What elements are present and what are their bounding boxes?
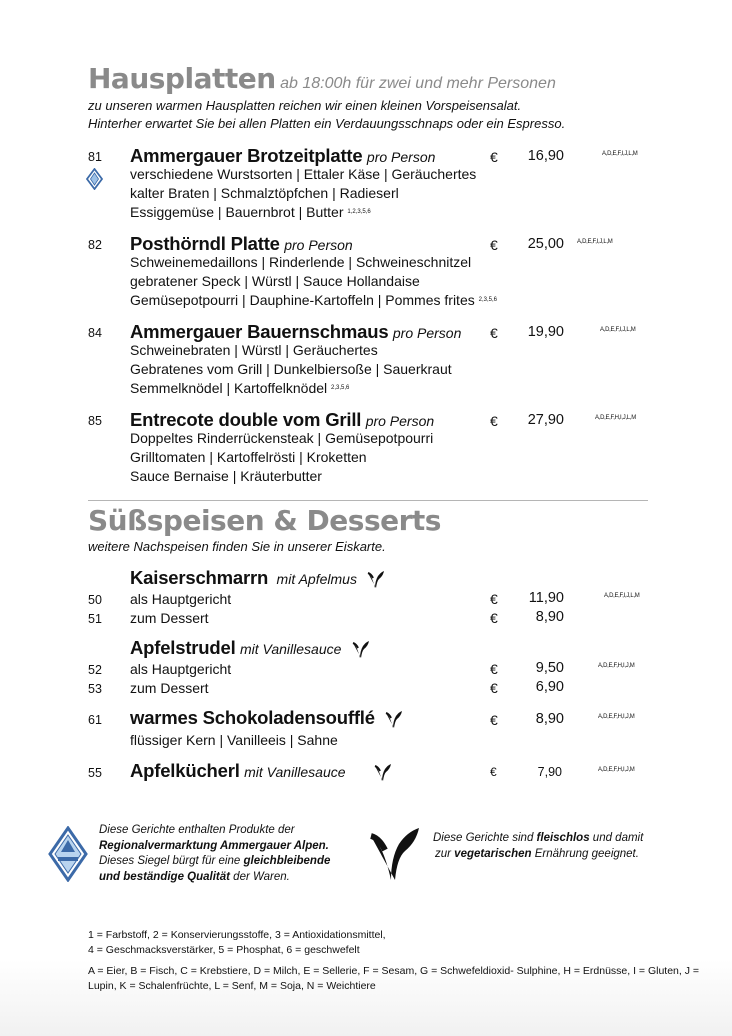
desc-line: Schweinebraten | Würstl | Geräuchertes [130,342,378,358]
additives-legend [88,928,386,958]
item-name: Posthörndl Platte [130,233,280,254]
item-price: 16,90 [527,148,564,164]
currency: € [490,413,498,429]
item-variant: zum Dessert [130,680,209,696]
section-intro: weitere Nachspeisen finden Sie in unserer Eiskarte. [88,539,386,554]
item-price: 25,00 [527,236,564,252]
item-number: 82 [88,238,102,252]
allergen-codes: A,D,E,F,I,J,L,M [604,593,640,599]
note-emphasis: gleichbleibende [243,855,331,867]
item-price: 27,90 [527,412,564,428]
item-price: 7,90 [537,765,562,779]
item-title [130,321,461,343]
allergen-codes: A,D,E,F,I,J,L,M [600,327,636,333]
item-sub: mit Vanillesauce [239,641,342,657]
item-number: 84 [88,326,102,340]
item-sub: pro Person [284,237,353,253]
section-subtitle: ab 18:00h für zwei und mehr Personen [280,75,556,92]
item-sub: pro Person [366,149,436,165]
note-emphasis: und beständige Qualität [99,870,230,883]
vegetarian-leaf-icon [369,826,421,882]
item-title [130,637,370,660]
section-title: Hausplatten [88,62,276,95]
regional-note [99,823,330,885]
item-sub: mit Vanillesauce [244,764,346,780]
note-line [433,831,643,847]
item-sub: pro Person [365,413,435,429]
note-line [99,854,330,870]
vegetarian-leaf-icon [374,763,392,783]
section-divider [88,500,648,501]
vegetarian-note [433,831,643,862]
item-number: 53 [88,682,102,696]
item-name: Ammergauer Brotzeitplatte [130,145,363,166]
desc-line: Sauce Bernaise | Kräuterbutter [130,468,322,484]
regional-seal-icon [86,168,103,190]
currency: € [490,712,498,728]
desc-line [130,203,476,222]
desc-line [130,379,452,398]
item-title [130,707,403,730]
note-line: Diese Gerichte enthalten Produkte der [99,824,295,836]
note-emphasis: fleischlos [536,832,590,844]
item-number: 51 [88,612,102,626]
desc-text: Semmelknödel | Kartoffelknödel [130,380,328,396]
item-description: flüssiger Kern | Vanilleeis | Sahne [130,732,338,748]
item-sub: pro Person [392,325,462,341]
item-number: 85 [88,414,102,428]
item-title [130,760,346,782]
item-price: 6,90 [535,679,564,695]
allergens-legend [88,964,700,994]
intro-line: zu unseren warmen Hausplatten reichen wir einen kleinen Vorspeisensalat. [88,98,522,113]
item-name: Entrecote double vom Grill [130,409,362,430]
note-text: der Waren. [229,870,290,883]
legend-line: A = Eier, B = Fisch, C = Krebstiere, D = Milch, E = Sellerie, F = Sesam, G = Schwefeldioxid- Sulphine, H = Erdnüsse, I = Gluten, J = [88,965,700,977]
vegetarian-leaf-icon [352,640,370,660]
item-price: 9,50 [535,660,564,676]
item-title [130,409,434,431]
regional-seal-icon [48,826,88,882]
item-title [130,145,435,167]
desc-line: Grilltomaten | Kartoffelrösti | Kroketten [130,449,367,465]
currency: € [490,237,498,253]
note-line: Regionalvermarktung Ammergauer Alpen. [99,839,329,852]
item-name: Kaiserschmarrn [130,567,269,588]
note-line [435,847,643,863]
desc-line: kalter Braten | Schmalztöpfchen | Radieserl [130,185,399,201]
item-number: 55 [88,766,102,780]
desc-line: Doppeltes Rinderrückensteak | Gemüsepotpourri [130,430,434,446]
currency: € [490,610,498,626]
note-text: zur [435,847,455,860]
currency: € [490,325,498,341]
allergen-codes: A,D,E,F,H,I,J,M [598,663,635,669]
desc-line: gebratener Speck | Würstl | Sauce Hollandaise [130,273,420,289]
allergen-codes: A,D,E,F,H,I,J,M [598,714,635,720]
section-intro [88,97,565,133]
item-title [130,567,385,590]
section-hausplatten-header [88,62,556,95]
desc-line [130,291,497,310]
currency: € [490,149,498,165]
allergen-codes: A,D,E,F,I,J,L,M [602,151,638,157]
currency: € [490,680,498,696]
item-number: 50 [88,593,102,607]
currency: € [490,591,498,607]
item-sub: mit Apfelmus [276,571,357,587]
item-title [130,233,353,255]
item-number: 81 [88,150,102,164]
legend-line: Lupin, K = Schalenfrüchte, L = Senf, M = Soja, N = Weichtiere [88,980,376,992]
desc-line: Schweinemedaillons | Rinderlende | Schweineschnitzel [130,254,472,270]
note-line [99,870,330,886]
currency: € [490,765,497,779]
allergen-codes: A,D,E,F,I,J,L,M [577,239,613,245]
item-variant: als Hauptgericht [130,591,232,607]
note-text: und damit [589,832,644,844]
item-variant: als Hauptgericht [130,661,232,677]
note-text: Ernährung geeignet. [531,847,639,860]
item-price: 8,90 [535,711,564,727]
item-description [130,341,452,398]
item-description [130,253,497,310]
legend-line: 4 = Geschmacksverstärker, 5 = Phosphat, 6 = geschwefelt [88,944,360,956]
item-number: 52 [88,663,102,677]
allergen-codes: A,D,E,F,H,I,J,L,M [595,415,636,421]
desc-text: Essiggemüse | Bauernbrot | Butter [130,204,344,220]
item-name: Apfelkücherl [130,760,240,781]
item-description [130,165,476,222]
desc-text: Gemüsepotpourri | Dauphine-Kartoffeln | Pommes frites [130,292,475,308]
note-text: Diese Gerichte sind [433,832,537,844]
vegetarian-leaf-icon [385,710,403,730]
item-price: 11,90 [528,590,564,606]
note-emphasis: vegetarischen [454,847,532,860]
legend-line: 1 = Farbstoff, 2 = Konservierungsstoffe, 3 = Antioxidationsmittel, [88,929,386,941]
desc-line: verschiedene Wurstsorten | Ettaler Käse | Geräuchertes [130,166,477,182]
item-variant: zum Dessert [130,610,209,626]
intro-line: Hinterher erwartet Sie bei allen Platten ein Verdauungsschnaps oder ein Espresso. [88,116,566,131]
currency: € [490,661,498,677]
item-number: 61 [88,713,102,727]
section-title: Süßspeisen & Desserts [88,504,441,537]
item-name: Apfelstrudel [130,637,236,658]
desc-line: Gebratenes vom Grill | Dunkelbiersoße | Sauerkraut [130,361,452,377]
note-text: Dieses Siegel bürgt für eine [99,855,244,867]
item-description [130,429,433,486]
additive-codes: 2,3,5,6 [478,297,497,303]
item-name: Ammergauer Bauernschmaus [130,321,389,342]
additive-codes: 1,2,3,5,6 [347,209,371,215]
item-price: 8,90 [535,609,564,625]
allergen-codes: A,D,E,F,H,I,J,M [598,767,635,773]
additive-codes: 2,3,5,6 [331,385,350,391]
item-price: 19,90 [527,324,564,340]
item-name: warmes Schokoladensoufflé [130,707,375,728]
vegetarian-leaf-icon [367,570,385,590]
